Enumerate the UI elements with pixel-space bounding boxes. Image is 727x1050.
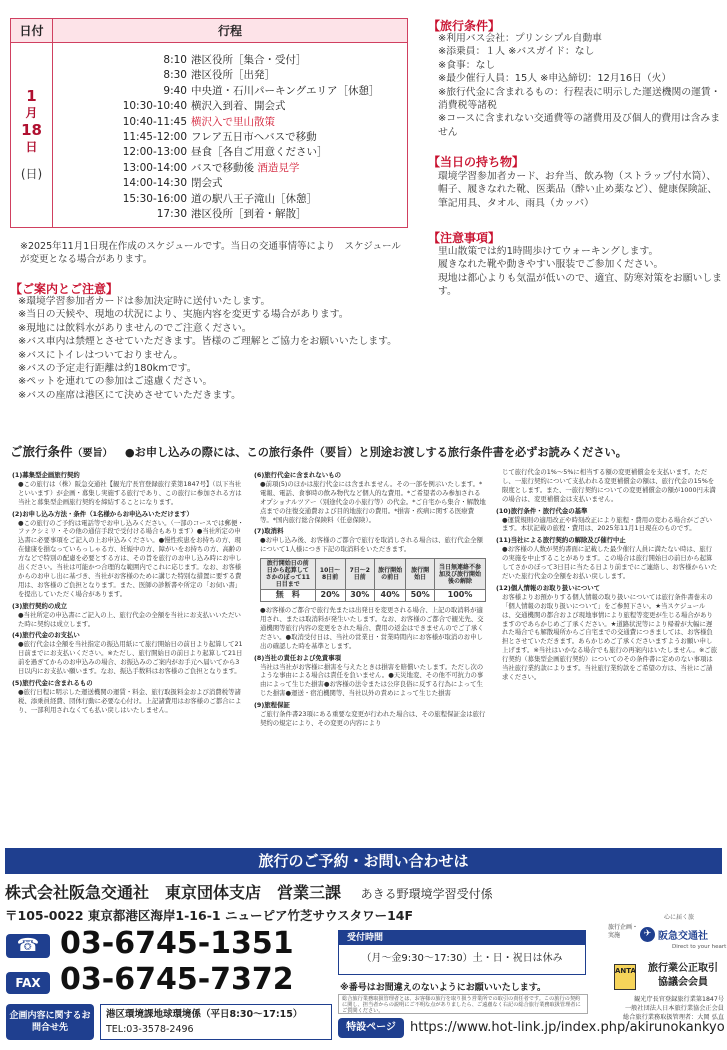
logo-mark-icon: ✈: [640, 927, 655, 942]
company-sub: あきる野環境学習受付係: [360, 887, 493, 901]
terms-clause: [496, 468, 718, 504]
phone-icon: ☎: [6, 934, 50, 958]
schedule-highlight: 酒造見学: [257, 161, 300, 174]
cancel-value-cell: 100%: [434, 590, 485, 602]
cancel-header-cell: 7日〜2日前: [345, 559, 374, 590]
guide-item: ※環境学習参加者カードは参加決定時に送付いたします。: [18, 296, 271, 307]
hours-label: 受付時間: [339, 931, 585, 945]
cancel-value-cell: 20%: [315, 590, 345, 602]
address: 〒105-0022 東京都港区海岸1-16-1 ニューピア竹芝サウスタワー14F: [5, 908, 413, 923]
terms-clause: [496, 507, 718, 534]
terms-clause-heading: (12)個人情報のお取り扱いについて: [496, 583, 601, 592]
terms-clause-body: ご旅行条件書23項にある重要な変更が行われた場合は、その旅程保証金は旅行契約の規定により、その変更の内容により: [260, 710, 486, 727]
phone-note: ※番号はお間違えのないようにお願いいたします。: [340, 983, 547, 993]
terms-clause: [254, 606, 486, 651]
terms-clause: [254, 654, 486, 699]
fax-number: 03-6745-7372: [60, 962, 294, 997]
terms-heading: [10, 442, 720, 460]
schedule-desc: [191, 99, 286, 114]
schedule-row: [61, 115, 407, 130]
date-month-unit: 月: [25, 105, 38, 120]
schedule-rows: [53, 43, 407, 227]
date-month-num: 1: [26, 86, 37, 105]
caution-item: 現地は都心よりも気温が低いので、適宜、防寒対策をお願いします。: [438, 272, 722, 298]
schedule-time: 17:30: [156, 208, 187, 221]
schedule-desc: [191, 161, 299, 176]
guide-item: ※バスの予定走行距離は約180kmです。: [18, 363, 197, 375]
cautions-list: [438, 245, 723, 299]
terms-clause-heading: (5)旅行代金に含まれるもの: [12, 678, 93, 687]
terms-column-3: [496, 468, 718, 682]
cancellation-table-value-row: [261, 590, 486, 602]
schedule-text: 港区役所［出発］: [191, 69, 275, 82]
guide-item: ※バスにトイレはついておりません。: [18, 349, 184, 361]
caution-item: 里山散策では約1時間歩けてウォーキングします。: [438, 246, 659, 257]
terms-clause-heading: (10)旅行条件・旅行代金の基準: [496, 506, 588, 515]
company-name: [5, 880, 493, 903]
terms-clause: [496, 536, 718, 581]
schedule-desc: [191, 176, 223, 191]
schedule-desc: [191, 130, 317, 145]
date-day-num: 18: [21, 120, 42, 139]
schedule-time: 8:30: [163, 69, 187, 82]
cancel-header-cell: 当日無連絡不参加及び旅行開始後の解除: [434, 559, 485, 590]
terms-clause-body: お客様よりお預かりする個人情報の取り扱いについては旅行条件書巻末の「個人情報のお取り扱いについて」をご参照下さい。★当スケジュールは、交通機関の都合および現地事情により旅程等変更が生じる場合がありますのであらかじめご了承ください。★道路状況等により帰着が大幅に遅れた場合でも解散場所からご自宅までの交通費につきましては、お客様負担とさせていただきます。あらかじめご了承くださいますようお願い申し上げます。※当社はいかなる場合でも旅行の再案内はいたしません。※ご旅行契約（募集型企画旅行契約）についてのその条件書に定めのない事項は当社旅行業約款によります。当社旅行業約款をご希望の方は、当社にご請求ください。: [502, 592, 718, 681]
cautions-title: 【注意事項】: [428, 231, 501, 245]
schedule-time: 14:00-14:30: [122, 177, 187, 190]
condition-item: ※添乗員：１人 ※バスガイド：なし: [438, 46, 595, 58]
terms-clause: [254, 527, 486, 554]
schedule-row: [61, 68, 407, 83]
terms-clause-heading: (2)お申し込み方法・条件（1名様からお申込みいただけます）: [12, 509, 193, 518]
terms-clause-heading: (8)当社の責任および免責事項: [254, 653, 341, 662]
terms-clause-body: ●当社所定の申込書にご記入の上、旅行代金の全額を当社にお支払いいただいた時に契約は成立します。: [18, 610, 241, 628]
condition-item: ※最少催行人員：15人 ※申込締切：12月16日（火）: [438, 73, 672, 85]
terms-column-2-bottom: [254, 606, 486, 728]
terms-column-1: [12, 468, 244, 715]
terms-clause-body: ●運賃規則の適用改正や時刻改正により旅程・費用の変わる場合がございます。本状記載の旅程・費用は、2025年11月1日現在のものです。: [502, 515, 713, 533]
condition-item: ※利用バス会社：プリンシプル自動車: [438, 33, 602, 44]
terms-clause-body: ●お申し込み後、お客様のご都合で旅行を取消しされる場合は、旅行代金全額について1人様につき下記の取消料をいただきます。: [260, 536, 483, 554]
registration-line-2: 一般社団法人日本旅行業協会正会員: [625, 1005, 724, 1012]
special-page-label: 特設ページ: [338, 1018, 404, 1038]
logo-text: 阪急交通社: [658, 930, 708, 942]
terms-clause-heading: (11)当社による旅行契約の解除及び催行中止: [496, 536, 626, 545]
terms-clause-heading: (4)旅行代金のお支払い: [12, 631, 80, 640]
schedule-row: [61, 145, 407, 160]
schedule-header-itinerary: 行程: [217, 24, 242, 38]
association-seal-icon: ANTA: [614, 964, 636, 990]
schedule-text: 港区役所［集合・受付］: [191, 54, 307, 66]
schedule-row: [61, 84, 407, 99]
plan-inquiry-box: [100, 1004, 332, 1040]
schedule-desc: [191, 53, 307, 68]
conditions-title: 【旅行条件】: [428, 19, 501, 33]
terms-clause: [12, 471, 244, 507]
terms-clause-heading: (1)募集型企画旅行契約: [12, 471, 80, 479]
cancel-value-cell: 無 料: [261, 590, 316, 602]
manager-note: 総合旅行業務取扱管理者とは、お客様の旅行を取り扱う営業所での取引の責任者です。この旅行の契約に関し、担当者からの説明にご不明な点がありましたら、ご遠慮なく右記の総合旅行業務取扱管理者にご質問ください。: [338, 994, 588, 1014]
terms-clause: [496, 584, 718, 682]
schedule-note: ※2025年11月1日現在作成のスケジュールです。当日の交通事情等により スケジュールが変更となる場合があります。: [20, 241, 401, 265]
guide-item: ※当日の天候や、現地の状況により、実施内容を変更する場合があります。: [18, 309, 349, 321]
terms-clause-body: ●お客様のご都合で旅行先または出発日を変更される場合、上記の取消料が適用され、または取消料が発生いたします。なお、お客様のご都合で観光先、交通機関等旅行内容の変更をされた場合、費用の返金はできませんのでご了承ください。●取消受付日は、当社の営業日・営業時間内にお客様が取消のお申し出の確認した時を基準とします。: [260, 606, 484, 650]
terms-clause-heading: (7)取消料: [254, 527, 284, 536]
terms-clause: [254, 701, 486, 728]
terms-column-2: [254, 468, 486, 728]
association-name: [642, 962, 724, 990]
schedule-highlight: 横沢入で里山散策: [191, 115, 275, 128]
guide-item: ※バス車内は禁煙とさせていただきます。皆様のご理解とご協力をお願いいたします。: [18, 336, 397, 348]
cancel-header-cell: 旅行開始日: [406, 559, 435, 590]
schedule-table: [10, 18, 408, 228]
planning-label: 旅行企画・実施: [608, 924, 639, 939]
guide-list: [18, 295, 408, 402]
guide-item: ※現地には飲料水がありませんのでご注意ください。: [18, 322, 252, 334]
terms-clause-heading: (3)旅行契約の成立: [12, 601, 68, 610]
schedule-text: バスで移動後: [191, 161, 258, 174]
caution-item: 履きなれた靴や動きやすい服装でご参加ください。: [438, 259, 664, 271]
schedule-text: 閉会式: [191, 177, 223, 190]
company-logo: [640, 925, 724, 943]
schedule-row: [61, 176, 407, 191]
plan-org: 港区環境課地球環境係（平日8:30〜17:15）: [106, 1009, 303, 1020]
hours-box: [338, 930, 586, 975]
schedule-row: [61, 207, 407, 222]
terms-heading-rest: ●お申し込みの際には、この旅行条件（要旨）と別途お渡しする旅行条件書を必ずお読みください。: [124, 446, 627, 459]
schedule-time: 10:40-11:45: [122, 115, 187, 128]
schedule-time: 11:45-12:00: [122, 131, 187, 144]
terms-clause: [254, 471, 486, 524]
schedule-time: 15:30-16:00: [122, 192, 187, 205]
schedule-time: 12:00-13:00: [122, 146, 187, 159]
schedule-text: 昼食［各自ご用意ください］: [191, 146, 328, 159]
terms-clause-body: ●お客様の人数が契約書面に記載した最少催行人員に満たない時は、旅行の実施を中止することがあります。この場合は旅行開始日の前日から起算してさかのぼって3日目に当たる日より前までにご連絡し、お客様からいただいた旅行代金の全額をお払い戻しします。: [502, 545, 717, 580]
guide-item: ※バスの座席は港区にて決めさせていただきます。: [18, 389, 241, 401]
schedule-row: [61, 53, 407, 68]
date-day-unit: 日: [25, 139, 38, 154]
cancellation-table-header-row: [261, 559, 486, 590]
tel-number[interactable]: 03-6745-1351: [60, 926, 294, 961]
terms-heading-small: （要旨）: [72, 448, 113, 459]
tagline: 心に届く旅: [664, 914, 695, 921]
schedule-row: [61, 130, 407, 145]
conditions-list: [438, 32, 723, 139]
registration-line-3: 総合旅行業務取扱管理者：大岡 弘直: [623, 1014, 724, 1021]
guide-item: ※ペットを連れての参加はご遠慮ください。: [18, 376, 213, 388]
schedule-row: [61, 192, 407, 207]
schedule-header-date: 日付: [11, 19, 53, 42]
belongings-text: 環境学習参加者カード、お弁当、飲み物（ストラップ付水筒）、帽子、履きなれた靴、医薬品（酔い止め薬など）、健康保険証、筆記用具、タオル、雨具（カッパ）: [438, 171, 718, 209]
guide-title: 【ご案内とご注意】: [10, 282, 119, 296]
schedule-desc: [191, 68, 275, 83]
cancel-value-cell: 50%: [406, 590, 435, 602]
condition-item: ※食事：なし: [438, 59, 496, 71]
terms-clause: [12, 510, 244, 599]
schedule-text: 港区役所［到着・解散］: [191, 208, 307, 221]
terms-clause-body: 当社は当社がお客様に損害を与えたときは損害を賠償いたします。ただし次のような事由による場合は責任を負いません。●天災地変、その他不可抗力の事由によって生じた損害●お客様の法令または公序良俗に反する行為によって生じた損害●運送・宿泊機関等、当社以外の責めによって生じた損害: [260, 662, 484, 698]
fax-label: FAX: [6, 972, 50, 994]
terms-clause-body: ●旅行日程に明示した運送機関の運賃・料金、旅行取扱料金および消費税等諸税、添乗員経費、団体行動に必要な心付け。上記諸費用はお客様のご都合により、一部利用されなくても払い戻しはいたしません。: [18, 687, 242, 714]
schedule-time: 13:00-14:00: [122, 161, 187, 174]
condition-item: ※旅行代金に含まれるもの：行程表に明示した運送機関の運賃・消費税等諸税: [438, 86, 721, 112]
condition-item: ※コースに含まれない交通費等の諸費用及び個人的費用は含みません: [438, 113, 721, 138]
schedule-row: [61, 99, 407, 114]
terms-clause-body: ●この旅行は（株）阪急交通社【観光庁長官登録旅行業第1847号】（以下当社といいます）が企画・募集し実施する旅行であり、この旅行に参加される方は当社と募集型企画旅行契約を締結することになります。: [18, 479, 242, 506]
special-page-url[interactable]: https://www.hot-link.jp/index.php/akirunokankyo: [410, 1020, 725, 1035]
terms-clause-heading: (9)旅程保証: [254, 701, 290, 710]
schedule-text: 中央道・石川パーキングエリア［休憩］: [191, 84, 380, 97]
schedule-desc: [191, 207, 307, 222]
schedule-desc: [191, 84, 379, 99]
terms-clause: [12, 602, 244, 629]
cancellation-table: [260, 558, 486, 602]
schedule-text: 横沢入到着、開会式: [191, 100, 286, 113]
schedule-desc: [191, 115, 275, 130]
terms-clause-body: ●前項(5)のほかは旅行代金には含まれません。その一部を例示いたします。*電報、電話、食事時の飲み物代など個人的な費用。*ご希望者のみ参加されるオプショナルツアー（別途代金の小旅行等）の代金。*ご自宅から集合・解散地点までの往復交通費および目的地旅行の費用。*損害・疾病に関する医療費等。*国内旅行総合保険料（任意保険）。: [260, 479, 486, 524]
terms-clause-heading: (6)旅行代金に含まれないもの: [254, 471, 341, 479]
terms-clause-body: ●旅行代金は全額を当社指定の振込用紙にて旅行開始日の前日より起算して21日前までにお支払いください。※ただし、旅行開始日の前日より起算して21日前を過ぎてからのお申込みの場合、お振込みのご案内がお手元へ届いてから3日以内にお支払い願います。なお、振込手数料はお客様のご負担となります。: [18, 640, 243, 676]
terms-column-2-top: [254, 471, 486, 554]
plan-inquiry-label: 企画内容に関するお問合せ先: [6, 1004, 94, 1040]
contact-bar: 旅行のご予約・お問い合わせは: [5, 848, 722, 874]
company-main: 株式会社阪急交通社 東京団体支店 営業三課: [5, 883, 342, 902]
schedule-time: 8:10: [163, 54, 187, 66]
belongings-title: 【当日の持ち物】: [428, 155, 525, 169]
association-line-2: 協議会会員: [658, 977, 708, 988]
plan-tel[interactable]: TEL:03-3578-2496: [106, 1024, 194, 1035]
cancel-header-cell: 10日〜8日前: [315, 559, 345, 590]
schedule-date: [11, 43, 53, 227]
schedule-text: フレア五日市へバスで移動: [191, 131, 317, 144]
terms-clause-body: ●この旅行のご予約は電話等でお申し込みください。（一部のコースでは郵便・ファクシミリ・その他の通信手段で受付ける場合もあります）●当社所定の申込書に必要事項をご記入の上お申込みください。●慢性疾患をお持ちの方、現在健康を損なっていらっしゃる方、妊娠中の方、障がいをお持ちの方、高齢の方などで特別の配慮を必要とする方は、その旨を旅行のお申し込み時にお申し出ください。当社は可能かつ合理的な範囲内でこれに応じます。なお、お客様からのお申し出に基づき、当社がお客様のために講じた特別な措置に要する費用は、お客様のご負担となります。また、医師の診断書や所定の「お伺い書」を提出していただく場合があります。: [18, 518, 244, 598]
schedule-time: 9:40: [163, 84, 187, 97]
schedule-desc: [191, 192, 317, 207]
schedule-row: [61, 161, 407, 176]
cancel-value-cell: 30%: [345, 590, 374, 602]
schedule-desc: [191, 145, 328, 160]
cancel-value-cell: 40%: [374, 590, 405, 602]
hours-text: （月〜金9:30〜17:30）土・日・祝日は休み: [361, 953, 563, 964]
terms-clause: [12, 679, 244, 715]
terms-clause: [12, 631, 244, 676]
schedule-text: 道の駅八王子滝山［休憩］: [191, 192, 317, 205]
date-weekday: (日): [20, 166, 43, 181]
association-line-1: 旅行業公正取引: [648, 963, 718, 974]
registration-line-1: 観光庁長官登録旅行業第1847号: [634, 996, 724, 1003]
schedule-time: 10:30-10:40: [122, 100, 187, 113]
registration-info: [600, 995, 724, 1022]
terms-heading-main: ご旅行条件: [10, 444, 73, 459]
cancel-header-cell: 旅行開始日の前日から起算してさかのぼって11日目まで: [261, 559, 316, 590]
logo-sub: Direct to your heart: [672, 944, 727, 950]
cancel-header-cell: 旅行開始の前日: [374, 559, 405, 590]
terms-clause-body: じて旅行代金の1%〜5%に相当する額の変更補償金を支払います。ただし、一旅行契約について支払われる変更補償金の額は、旅行代金の15%を限度とします。また、一旅行契約についての変更補償金の額が1000円未満の場合は、変更補償金は支払いません。: [502, 468, 716, 503]
